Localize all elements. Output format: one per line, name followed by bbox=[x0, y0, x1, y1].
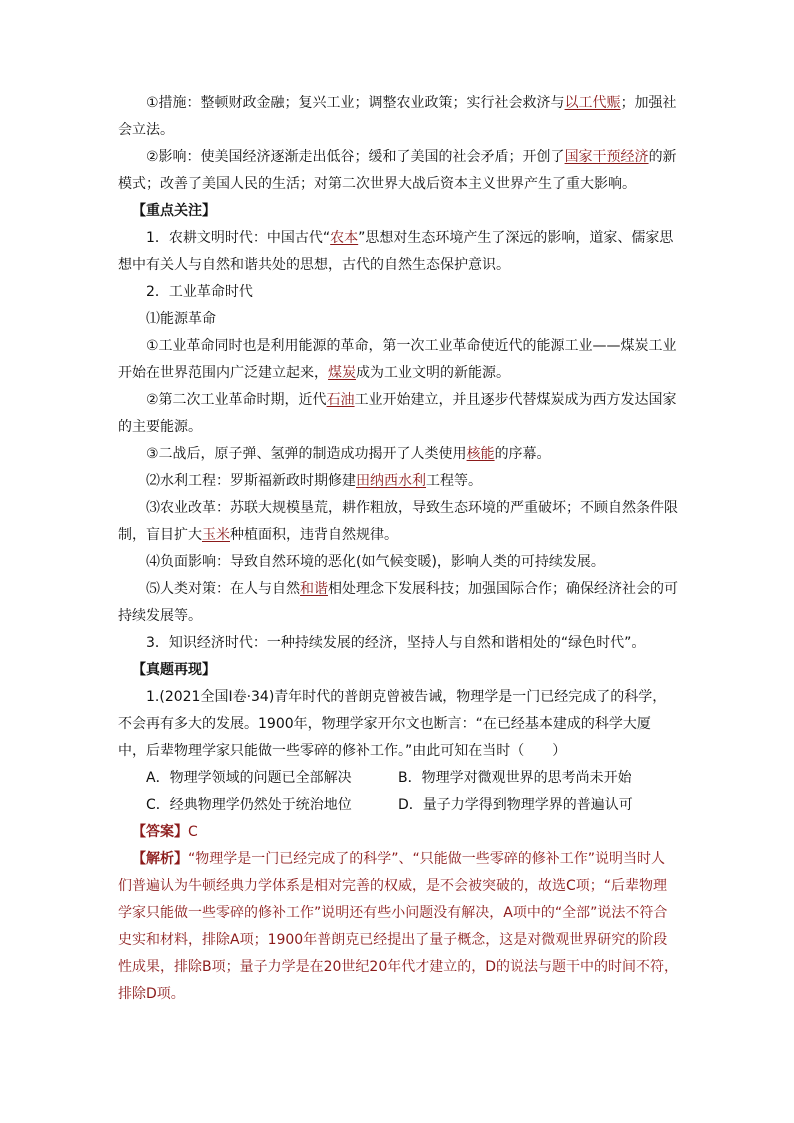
options-row-2 bbox=[118, 792, 678, 819]
energy-item-2: ②第二次工业革命时期，近代石油工业开始建立，并且逐步代替煤炭成为西方发达国家的主要能源。 bbox=[118, 392, 677, 435]
analysis-text: “物理学是一门已经完成了的科学”、“只能做一些零碎的修补工作”说明当时人们普遍认为牛顿经典力学体系是相对完善的权威，是不会被突破的，故选C项；“后辈物理学家只能做一些零碎的修补工作”说明还有些小问题没有解决，A项中的“全部”说法不符合史实和材料，排除A项；1900年普朗克已经提出了量子概念，这是对微观世界研究的阶段性成果，排除B项；量子力学是在20世纪20年代才建立的，D的说法与题干中的时间不符，排除D项。 bbox=[118, 851, 679, 1002]
answer bbox=[118, 819, 678, 846]
underlined-term: 农本 bbox=[330, 230, 359, 246]
option-c: C．经典物理学仍然处于统治地位 bbox=[146, 797, 352, 813]
underlined-term: 田纳西水利 bbox=[356, 473, 426, 489]
analysis-label: 【解析】 bbox=[132, 851, 188, 867]
question-stem: 1.(2021全国Ⅰ卷·34)青年时代的普朗克曾被告诫，物理学是一门已经完成了的科学，不会再有多大的发展。1900年，物理学家开尔文也断言：“在已经基本建成的科学大厦中，后辈物理学家只能做一些零碎的修补工作。”由此可知在当时（ ） bbox=[118, 689, 667, 759]
underlined-term: 石油 bbox=[326, 392, 355, 408]
focus-item-3: 3．知识经济时代：一种持续发展的经济，坚持人与自然和谐相处的“绿色时代”。 bbox=[146, 635, 646, 651]
energy-item-3: ③二战后，原子弹、氢弹的制造成功揭开了人类使用核能的序幕。 bbox=[146, 446, 551, 462]
option-a: A．物理学领域的问题已全部解决 bbox=[146, 770, 352, 786]
water-project: ⑵水利工程：罗斯福新政时期修建田纳西水利工程等。 bbox=[146, 473, 482, 489]
underlined-term: 煤炭 bbox=[328, 365, 356, 381]
underlined-term: 和谐 bbox=[300, 581, 328, 597]
energy-revolution-title: ⑴能源革命 bbox=[146, 311, 216, 327]
option-d: D．量子力学得到物理学界的普遍认可 bbox=[398, 797, 633, 813]
underlined-term: 玉米 bbox=[202, 527, 230, 543]
focus-item-2: 2．工业革命时代 bbox=[146, 284, 253, 300]
options-row-1 bbox=[118, 765, 678, 792]
new-deal-measures: ①措施：整顿财政金融；复兴工业；调整农业政策；实行社会救济与以工代赈；加强社会立法。 bbox=[118, 95, 677, 138]
new-deal-impact: ②影响：使美国经济逐渐走出低谷；缓和了美国的社会矛盾；开创了国家干预经济的新模式；改善了美国人民的生活；对第二次世界大战后资本主义世界产生了重大影响。 bbox=[118, 149, 677, 192]
underlined-term: 国家干预经济 bbox=[564, 149, 649, 165]
option-b: B．物理学对微观世界的思考尚未开始 bbox=[398, 770, 632, 786]
energy-item-1: ①工业革命同时也是利用能源的革命，第一次工业革命使近代的能源工业——煤炭工业开始在世界范围内广泛建立起来，煤炭成为工业文明的新能源。 bbox=[118, 338, 677, 381]
agri-reform: ⑶农业改革：苏联大规模垦荒，耕作粗放，导致生态环境的严重破坏；不顾自然条件限制，盲目扩大玉米种植面积，违背自然规律。 bbox=[118, 500, 678, 543]
analysis bbox=[118, 846, 678, 1008]
underlined-term: 核能 bbox=[466, 446, 495, 462]
document-body bbox=[118, 90, 678, 1008]
negative-impact: ⑷负面影响：导致自然环境的恶化(如气候变暖)，影响人类的可持续发展。 bbox=[146, 554, 605, 570]
focus-item-1: 1．农耕文明时代：中国古代“农本”思想对生态环境产生了深远的影响，道家、儒家思想中有关人与自然和谐共处的思想，古代的自然生态保护意识。 bbox=[118, 230, 674, 273]
answer-value: C bbox=[188, 824, 198, 840]
answer-label: 【答案】 bbox=[132, 824, 188, 840]
underlined-term: 以工代赈 bbox=[564, 95, 621, 111]
human-countermeasures: ⑸人类对策：在人与自然和谐相处理念下发展科技；加强国际合作；确保经济社会的可持续发展等。 bbox=[118, 581, 678, 624]
section-heading-exam: 【真题再现】 bbox=[132, 662, 216, 678]
section-heading-focus: 【重点关注】 bbox=[132, 203, 216, 219]
